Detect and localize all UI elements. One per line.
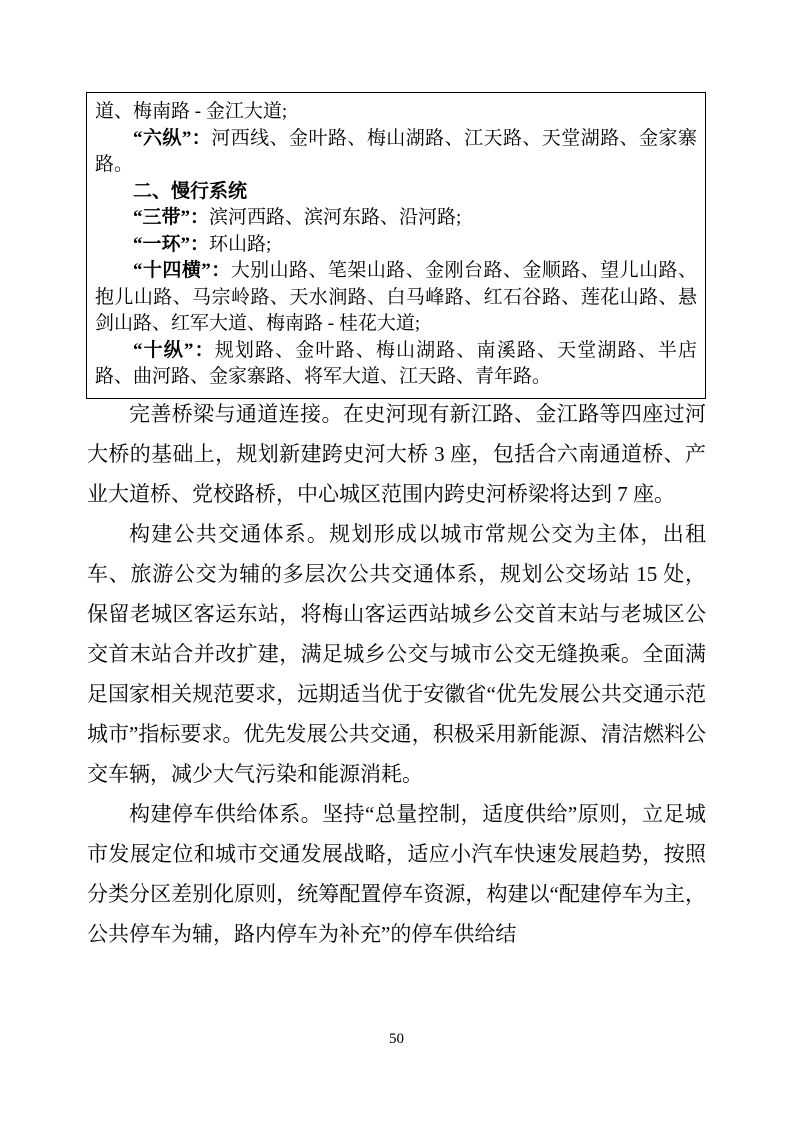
slow-traffic-heading-row: [95, 179, 697, 206]
slow-traffic-heading: 二、慢行系统: [133, 180, 248, 202]
box-entry-sandai: [95, 205, 697, 232]
box-entry-shizong: [95, 338, 697, 391]
box-entry-label: “三带”：: [133, 207, 210, 228]
box-continuation-line: 道、梅南路 - 金江大道;: [95, 101, 288, 122]
paragraph-public-transit: 构建公共交通体系。规划形成以城市常规公交为主体，出租车、旅游公交为辅的多层次公共交通体系，规划公交场站 15 处，保留老城区客运东站，将梅山客运西站城乡公交首末站与老城区公交首末站合并改扩建，满足城乡公交与城市公交无缝换乘。全面满足国家相关规范要求，远期适当优于安徽省“优先发展公共交通示范城市”指标要求。优先发展公共交通，积极采用新能源、清洁燃料公交车辆，减少大气污染和能源消耗。: [87, 522, 706, 786]
page-number: 50: [389, 1031, 404, 1047]
box-entry-label: “一环”：: [133, 233, 210, 255]
box-entry-yihuan: [95, 232, 697, 259]
box-entry-label: “十四横”：: [133, 260, 231, 281]
box-entry-label: “六纵”：: [133, 127, 212, 149]
body-content: [87, 394, 706, 954]
box-entry-liuzong: [95, 126, 697, 179]
paragraph-parking: 构建停车供给体系。坚持“总量控制，适度供给”原则，立足城市发展定位和城市交通发展战略，适应小汽车快速发展趋势，按照分类分区差别化原则，统筹配置停车资源，构建以“配建停车为主，公共停车为辅，路内停车为补充”的停车供给结: [87, 802, 706, 946]
box-entry-label: “十纵”：: [133, 339, 215, 361]
box-entry-text: 规划路、金叶路、梅山湖路、南溪路、天堂湖路、半店路、曲河路、金家寨路、将军大道、江天路、青年路。: [95, 339, 697, 387]
paragraph-bridges: 完善桥梁与通道连接。在史河现有新江路、金江路等四座过河大桥的基础上，规划新建跨史河大桥 3 座，包括合六南通道桥、产业大道桥、党校路桥，中心城区范围内跨史河桥梁将达到 7 座。: [87, 402, 706, 506]
box-entry-shisiheng: [95, 258, 697, 338]
road-network-box: [86, 92, 706, 399]
box-entry-text: 环山路;: [209, 233, 272, 255]
box-entry-text: 河西线、金叶路、梅山湖路、江天路、天堂湖路、金家寨路。: [95, 127, 697, 175]
box-entry-text: 大别山路、笔架山路、金刚台路、金顺路、望儿山路、抱儿山路、马宗岭路、天水涧路、白马峰路、红石谷路、莲花山路、悬剑山路、红军大道、梅南路 - 桂花大道;: [95, 260, 697, 334]
box-entry-text: 滨河西路、滨河东路、沿河路;: [209, 207, 462, 228]
